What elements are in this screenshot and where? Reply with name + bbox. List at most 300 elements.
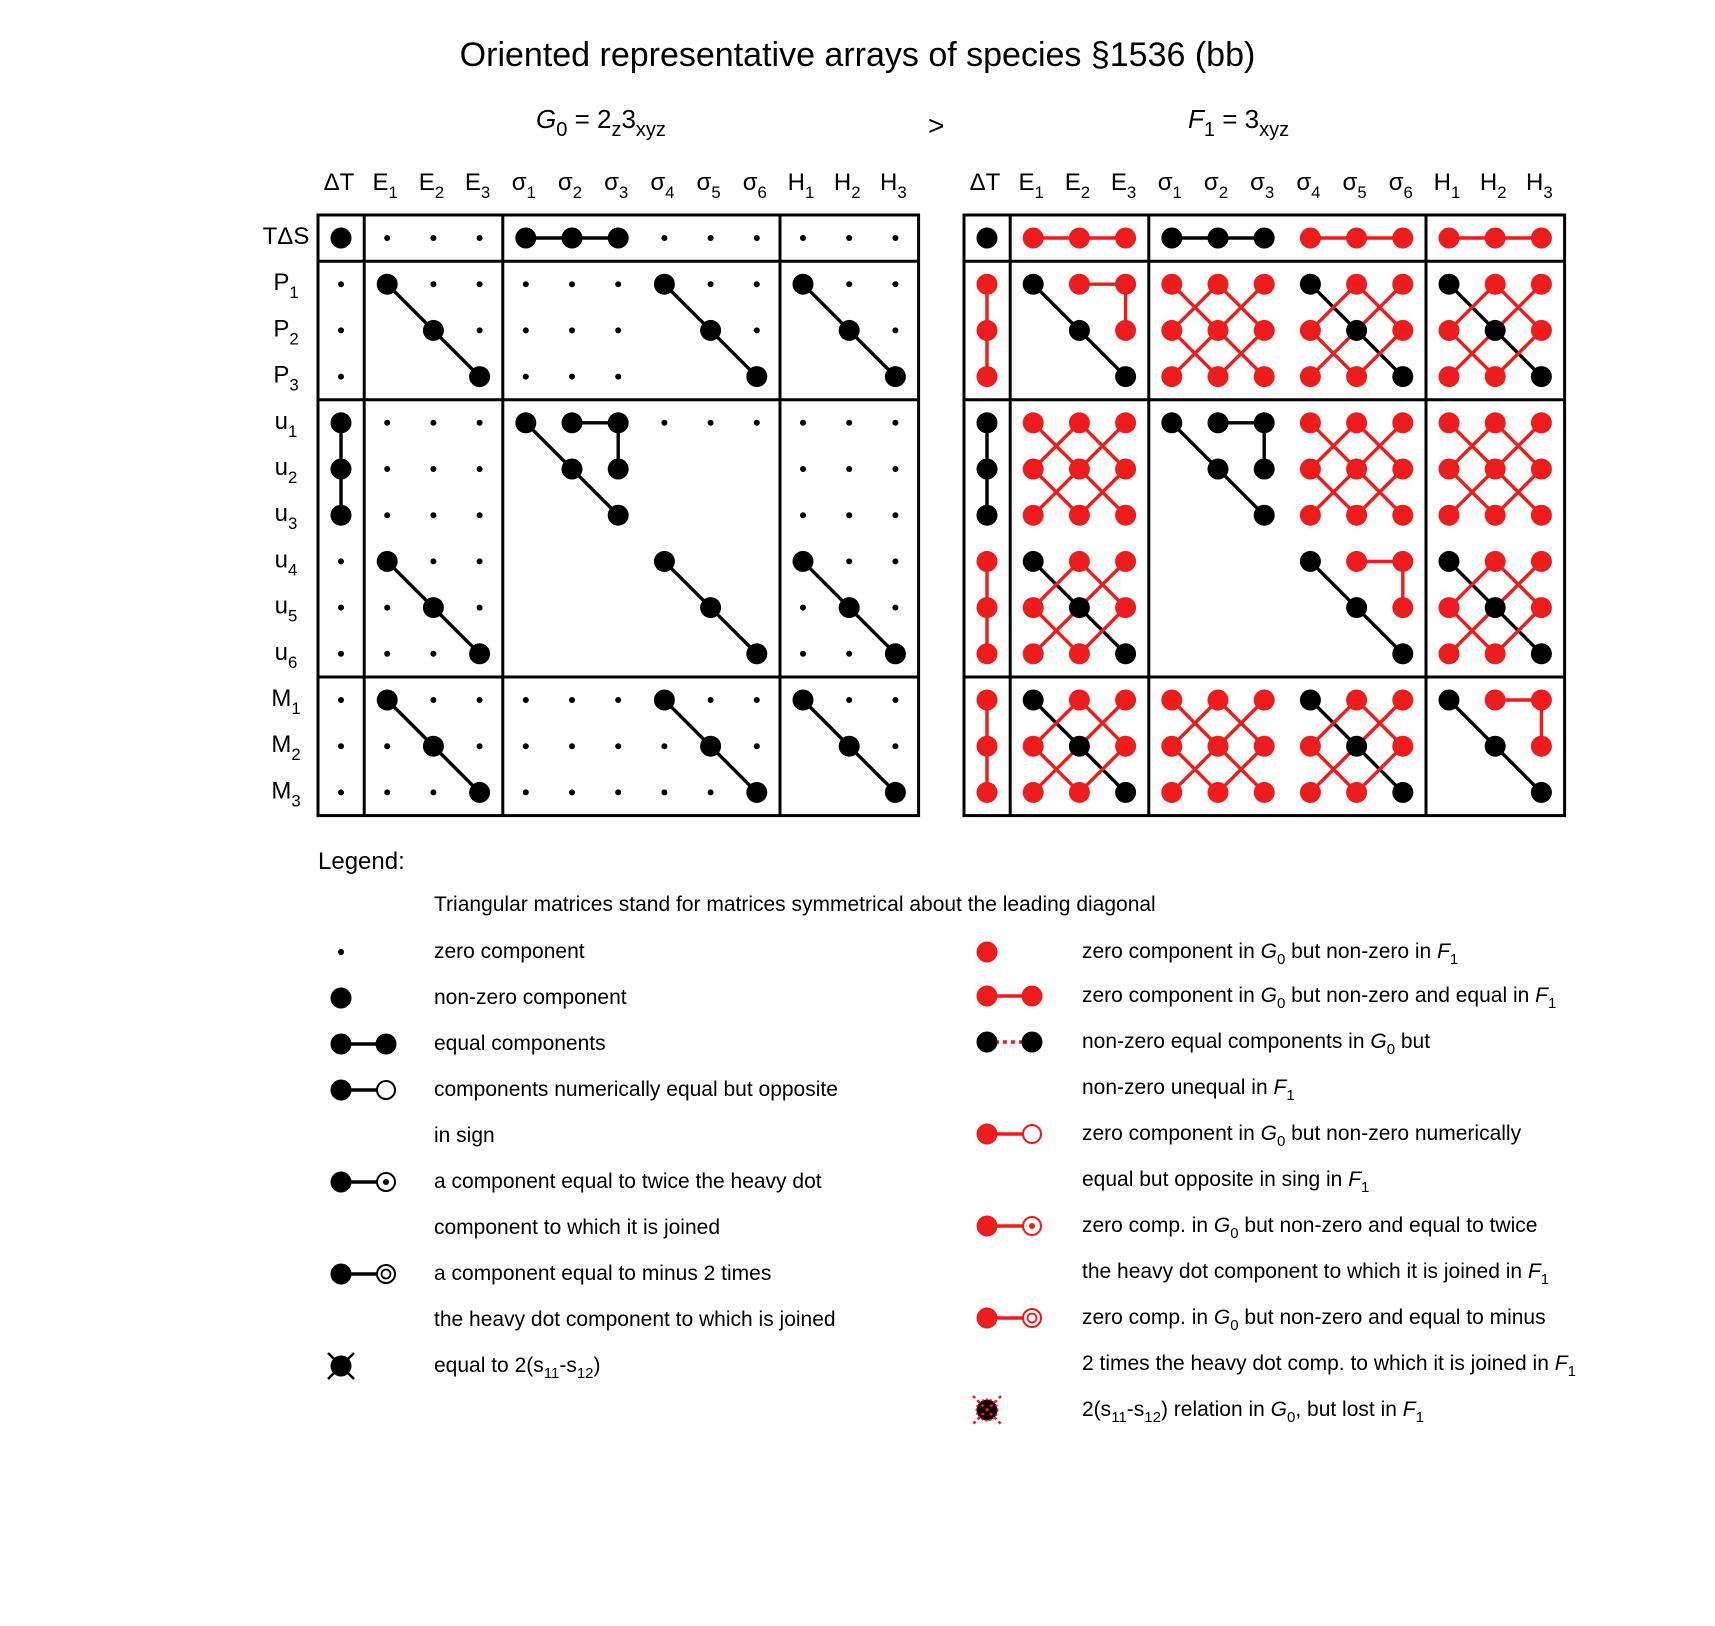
g0-nonzero-dot (377, 690, 398, 711)
g0-nonzero-dot (793, 690, 814, 711)
g0-zero-dot (800, 512, 806, 518)
g0-nonzero-dot (515, 228, 536, 249)
legend-dotted-a (977, 1032, 998, 1053)
g0-nonzero-dot (885, 643, 906, 664)
r6-a: 2(s (1082, 1398, 1112, 1421)
f1-red-dot (1485, 412, 1506, 433)
r6-gs: 0 (1287, 1409, 1296, 1426)
g0-nonzero-dot (331, 459, 352, 480)
legend-heading: Legend: (318, 848, 405, 875)
f1-red-dot (1208, 782, 1229, 803)
legend-twice-2: component to which it is joined (434, 1216, 720, 1239)
g0-nonzero-dot (700, 320, 721, 341)
f1-array (964, 215, 1565, 816)
g0-nonzero-dot (654, 690, 675, 711)
g0-zero-dot (569, 789, 575, 795)
r4-gs: 0 (1230, 1225, 1239, 1242)
col-label-left-2: $E_2$ (418, 169, 445, 202)
g0-zero-dot (523, 374, 529, 380)
legend-opposite-2: in sign (434, 1124, 495, 1147)
row-label-3: $P_3$ (273, 361, 299, 395)
f1-red-dot (977, 274, 998, 295)
g0-nonzero-dot (746, 782, 767, 803)
f1-nonzero-dot (1161, 228, 1182, 249)
g0-zero-dot (754, 697, 760, 703)
f1-red-dot (1346, 782, 1367, 803)
r3-gs: 0 (1276, 1133, 1286, 1150)
legend-red-twice-2 (1082, 1260, 1549, 1288)
f1-red-dot (1346, 228, 1367, 249)
f1-red-dot (1531, 320, 1552, 341)
col-label-left-3: $E_3$ (464, 169, 491, 202)
f1-red-dot (1300, 412, 1321, 433)
r5-fs: 1 (1567, 1363, 1576, 1380)
f1-red-dot (1485, 551, 1506, 572)
f1-nonzero-dot (1115, 782, 1136, 803)
col-label-right-9: $\sigma_6$ (1388, 169, 1413, 202)
f1-red-dot (1531, 505, 1552, 526)
g0-nonzero-dot (423, 320, 444, 341)
r0-g: G (1260, 940, 1277, 963)
legend-red-equal (1082, 984, 1556, 1012)
legend-small-dot-icon (338, 949, 344, 955)
r3-g: G (1260, 1122, 1277, 1145)
g0-zero-dot (615, 374, 621, 380)
f1-red-dot (1392, 274, 1413, 295)
f1-red-dot (1115, 459, 1136, 480)
f1-red-dot (1392, 459, 1413, 480)
g0-zero-dot (384, 743, 390, 749)
f1-red-dot (1254, 366, 1275, 387)
r2-a: non-zero equal components in (1082, 1030, 1371, 1053)
g0-zero-dot (477, 327, 483, 333)
r2-f: F (1273, 1076, 1287, 1099)
row-label-10: $M_1$ (271, 685, 301, 718)
r2-c: non-zero unequal in (1082, 1076, 1274, 1099)
legend-cross (434, 1354, 601, 1382)
g0-zero-dot (708, 789, 714, 795)
f1-red-dot (1439, 366, 1460, 387)
r4-g: G (1213, 1214, 1231, 1237)
relation-symbol: > (928, 110, 945, 141)
cross-t1: equal to 2(s (434, 1354, 544, 1377)
f1-red-dot (1485, 366, 1506, 387)
g0-zero-dot (615, 697, 621, 703)
col-label-right-7: $\sigma_4$ (1296, 169, 1321, 202)
g0-zero-dot (800, 420, 806, 426)
g0-zero-dot (338, 327, 344, 333)
r6-s2: 12 (1144, 1409, 1161, 1426)
g0-zero-dot (384, 605, 390, 611)
f1-nonzero-dot (1069, 320, 1090, 341)
legend-red-twice-dot (977, 1216, 998, 1237)
g0-nonzero-dot (608, 412, 629, 433)
r5-c: 2 times the heavy dot comp. to which it is joined in (1082, 1352, 1555, 1375)
f1-red-dot (977, 782, 998, 803)
col-label-right-4: $\sigma_1$ (1157, 169, 1182, 202)
f1-red-dot (1161, 690, 1182, 711)
f1-red-dot (1531, 597, 1552, 618)
g0-zero-dot (892, 558, 898, 564)
g0-nonzero-dot (746, 366, 767, 387)
g0-nonzero-dot (700, 597, 721, 618)
g0-nonzero-dot (608, 228, 629, 249)
f1-nonzero-dot (1300, 274, 1321, 295)
f1-symbol: F (1188, 104, 1204, 134)
f1-red-dot (1069, 551, 1090, 572)
legend-red-minus2 (1082, 1306, 1546, 1334)
r6-fs: 1 (1415, 1409, 1424, 1426)
g0-nonzero-dot (469, 782, 490, 803)
f1-red-dot (1208, 690, 1229, 711)
g0-zero-dot (800, 235, 806, 241)
g0-zero-dot (384, 512, 390, 518)
legend-m2-dot (331, 1264, 352, 1285)
g0-zero-dot (846, 651, 852, 657)
legend-nonzero: non-zero component (434, 986, 627, 1009)
g0-zero-dot (523, 327, 529, 333)
f1-red-dot (1115, 505, 1136, 526)
f1-nonzero-dot (1069, 736, 1090, 757)
f1-red-dot (1069, 274, 1090, 295)
f1-red-dot (1346, 459, 1367, 480)
f1-red-dot (1531, 690, 1552, 711)
legend-lost-cross (1082, 1398, 1424, 1426)
f1-red-dot (1300, 736, 1321, 757)
legend-opposite: components numerically equal but opposite (434, 1078, 838, 1101)
f1-red-dot (1531, 274, 1552, 295)
g0-zero-dot (384, 235, 390, 241)
f1-nonzero-dot (1531, 782, 1552, 803)
f1-red-dot (1485, 643, 1506, 664)
g0-nonzero-dot (469, 366, 490, 387)
g0-zero-dot (338, 558, 344, 564)
row-label-11: $M_2$ (271, 731, 301, 765)
col-label-left-11: $H_2$ (833, 169, 861, 202)
f1-red-dot (1069, 505, 1090, 526)
legend-red-opposite (1082, 1122, 1521, 1150)
g0-zero-dot (384, 466, 390, 472)
g0-zero-dot (384, 651, 390, 657)
r5-gs: 0 (1230, 1317, 1239, 1334)
g0-nonzero-dot (515, 412, 536, 433)
f1-red-dot (1531, 736, 1552, 757)
f1-nonzero-dot (1208, 412, 1229, 433)
f1-red-dot (1485, 505, 1506, 526)
col-label-left-9: $\sigma_6$ (742, 169, 767, 202)
g0-zero-dot (430, 558, 436, 564)
f1-red-dot (977, 736, 998, 757)
g0-zero-dot (846, 512, 852, 518)
f1-red-dot (1392, 690, 1413, 711)
f1-red-dot (1023, 597, 1044, 618)
f1-red-dot (1254, 320, 1275, 341)
g0-zero-dot (477, 512, 483, 518)
f1-red-dot (1439, 412, 1460, 433)
g0-nonzero-dot (469, 643, 490, 664)
legend-twice: a component equal to twice the heavy dot (434, 1170, 822, 1193)
r4-a: zero comp. in (1082, 1214, 1214, 1237)
f1-red-dot (1300, 228, 1321, 249)
g0-zero-dot (477, 558, 483, 564)
r6-g: G (1270, 1398, 1288, 1421)
col-label-right-8: $\sigma_5$ (1342, 169, 1367, 202)
f1-red-dot (1069, 412, 1090, 433)
f1-red-dot (1023, 505, 1044, 526)
f1-red-dot (1023, 736, 1044, 757)
row-label-7: $u_4$ (274, 546, 298, 580)
col-label-left-10: $H_1$ (787, 169, 815, 202)
col-label-right-3: $E_3$ (1110, 169, 1137, 202)
f1-red-dot (1208, 274, 1229, 295)
g0-zero-dot (430, 466, 436, 472)
f1-nonzero-dot (1485, 736, 1506, 757)
f1-nonzero-dot (1439, 690, 1460, 711)
g0-zero-dot (615, 281, 621, 287)
f1-red-dot (1346, 274, 1367, 295)
f1-nonzero-dot (1485, 597, 1506, 618)
f1-red-dot (1023, 412, 1044, 433)
f1-nonzero-dot (977, 505, 998, 526)
f1-red-dot (1439, 228, 1460, 249)
r1-g: G (1260, 984, 1277, 1007)
g0-zero-dot (615, 327, 621, 333)
g0-nonzero-dot (562, 412, 583, 433)
g0-zero-dot (430, 420, 436, 426)
r6-f: F (1402, 1398, 1416, 1421)
g0-zero-dot (477, 697, 483, 703)
g0-symbol: G (536, 104, 557, 134)
col-label-left-5: $\sigma_2$ (557, 169, 583, 202)
f1-red-dot (1439, 505, 1460, 526)
g0-nonzero-dot (423, 736, 444, 757)
f1-red-dot (977, 551, 998, 572)
g0-zero-dot (892, 605, 898, 611)
g0-zero-dot (523, 697, 529, 703)
r2-b: but (1395, 1030, 1431, 1053)
f1-red-dot (1300, 782, 1321, 803)
f1-red-dot (1346, 505, 1367, 526)
legend-equal: equal components (434, 1032, 606, 1055)
g0-zero-dot (430, 281, 436, 287)
f1-red-dot (1439, 459, 1460, 480)
f1-red-dot (1115, 551, 1136, 572)
f1-red-dot (1254, 690, 1275, 711)
row-label-9: $u_6$ (274, 638, 298, 672)
f1-nonzero-dot (1346, 320, 1367, 341)
legend-big-dot-icon (331, 988, 352, 1009)
r0-fs: 1 (1449, 951, 1459, 968)
f1-nonzero-dot (1531, 643, 1552, 664)
g0-zero-dot (708, 235, 714, 241)
f1-nonzero-dot (1161, 412, 1182, 433)
g0-sub2: z (611, 119, 622, 141)
r1-a: zero component in (1082, 984, 1261, 1007)
g0-sub: 0 (556, 119, 568, 141)
f1-red-dot (1115, 412, 1136, 433)
f1-red-dot (1208, 736, 1229, 757)
f1-red-dot (1254, 782, 1275, 803)
g0-zero-dot (430, 651, 436, 657)
f1-red-dot (1300, 320, 1321, 341)
f1-nonzero-dot (1439, 551, 1460, 572)
legend-red-dot (1082, 940, 1458, 968)
g0-zero-dot (523, 789, 529, 795)
g0-zero-dot (661, 743, 667, 749)
g0-zero-dot (892, 420, 898, 426)
col-label-right-1: $E_1$ (1018, 169, 1044, 202)
legend-red-opposite-2 (1082, 1168, 1369, 1196)
r0-f: F (1437, 940, 1450, 963)
f1-red-dot (1115, 228, 1136, 249)
cross-s1: 11 (543, 1365, 560, 1382)
f1-eq: = 3 (1215, 104, 1260, 134)
g0-nonzero-dot (793, 274, 814, 295)
f1-red-dot (1161, 782, 1182, 803)
r5-a: zero comp. in (1082, 1306, 1214, 1329)
col-label-left-0: ΔT (323, 169, 355, 196)
g0-zero-dot (615, 789, 621, 795)
row-label-5: $u_2$ (274, 454, 298, 487)
g0-zero-dot (892, 697, 898, 703)
g0-zero-dot (661, 420, 667, 426)
f1-red-dot (1161, 274, 1182, 295)
f1-red-dot (1254, 736, 1275, 757)
g0-zero-dot (892, 743, 898, 749)
f1-red-dot (1069, 690, 1090, 711)
f1-nonzero-dot (1023, 690, 1044, 711)
f1-nonzero-dot (1208, 459, 1229, 480)
g0-nonzero-dot (331, 412, 352, 433)
g0-zero-dot (477, 605, 483, 611)
f1-nonzero-dot (1300, 551, 1321, 572)
r0-gs: 0 (1276, 951, 1286, 968)
g0-zero-dot (338, 697, 344, 703)
col-label-left-6: $\sigma_3$ (604, 169, 629, 202)
g0-zero-dot (569, 281, 575, 287)
f1-red-dot (1346, 366, 1367, 387)
legend-red-eq-a (977, 986, 998, 1007)
f1-nonzero-dot (1254, 459, 1275, 480)
g0-nonzero-dot (377, 274, 398, 295)
f1-red-dot (1531, 459, 1552, 480)
g0-nonzero-dot (654, 551, 675, 572)
legend-twice-center (383, 1179, 389, 1185)
f1-red-dot (1069, 459, 1090, 480)
f1-nonzero-dot (1254, 505, 1275, 526)
g0-zero-dot (477, 420, 483, 426)
r0-a: zero component in (1082, 940, 1261, 963)
f1-red-dot (1069, 782, 1090, 803)
g0-zero-dot (384, 420, 390, 426)
f1-red-dot (977, 320, 998, 341)
f1-red-dot (1392, 228, 1413, 249)
cross-end: ) (593, 1354, 601, 1377)
r0-b: but non-zero in (1285, 940, 1438, 963)
f1-nonzero-dot (1392, 366, 1413, 387)
legend-red-m2-dot (977, 1308, 998, 1329)
cross-mid: -s (559, 1354, 577, 1377)
g0-zero-dot (708, 420, 714, 426)
f1-red-dot (1023, 228, 1044, 249)
g0-zero-dot (846, 558, 852, 564)
g0-zero-dot (708, 697, 714, 703)
g0-zero-dot (430, 235, 436, 241)
legend-minus2-2: the heavy dot component to which is joined (434, 1308, 836, 1331)
row-label-12: $M_3$ (271, 777, 301, 811)
f1-red-dot (1069, 643, 1090, 664)
r2-g: G (1370, 1030, 1387, 1053)
g0-array (318, 215, 919, 816)
col-label-left-1: $E_1$ (372, 169, 398, 202)
col-label-left-7: $\sigma_4$ (650, 169, 675, 202)
f1-nonzero-dot (1439, 274, 1460, 295)
f1-nonzero-dot (977, 459, 998, 480)
f1-red-dot (1392, 597, 1413, 618)
cross-s2: 12 (576, 1365, 594, 1382)
legend-zero: zero component (434, 940, 585, 963)
g0-nonzero-dot (839, 597, 860, 618)
g0-zero-dot (846, 420, 852, 426)
g0-zero-dot (569, 697, 575, 703)
col-label-right-6: $\sigma_3$ (1250, 169, 1275, 202)
f1-red-dot (1485, 459, 1506, 480)
col-label-left-4: $\sigma_1$ (511, 169, 536, 202)
f1-red-dot (1300, 505, 1321, 526)
legend-red-opp-dot (977, 1124, 998, 1145)
r3-fs: 1 (1361, 1179, 1370, 1196)
g0-nonzero-dot (331, 505, 352, 526)
f1-red-dot (1485, 690, 1506, 711)
g0-zero-dot (430, 512, 436, 518)
g0-nonzero-dot (608, 459, 629, 480)
f1-red-dot (1115, 274, 1136, 295)
r6-m: -s (1126, 1398, 1145, 1421)
f1-red-dot (1161, 320, 1182, 341)
legend-black-dotted-2 (1082, 1076, 1295, 1104)
r2-gs: 0 (1386, 1041, 1396, 1058)
f1-red-dot (1346, 690, 1367, 711)
f1-nonzero-dot (1346, 597, 1367, 618)
g0-zero-dot (569, 327, 575, 333)
f1-red-dot (1300, 459, 1321, 480)
row-label-0: TΔS (262, 223, 310, 250)
g0-zero-dot (754, 743, 760, 749)
g0-zero-dot (430, 697, 436, 703)
g0-zero-dot (338, 789, 344, 795)
legend-red-minus2-2 (1082, 1352, 1576, 1380)
legend-opp-open (377, 1081, 395, 1099)
f1-nonzero-dot (1023, 551, 1044, 572)
f1-red-dot (1300, 366, 1321, 387)
legend-red-twice-center (1029, 1223, 1035, 1229)
g0-zero-dot (892, 281, 898, 287)
r4-b: but non-zero and equal to twice (1238, 1214, 1538, 1237)
r3-b: but non-zero numerically (1285, 1122, 1522, 1145)
row-label-8: $u_5$ (274, 592, 298, 626)
g0-zero-dot (846, 697, 852, 703)
col-label-left-12: $H_3$ (880, 169, 907, 202)
g0-nonzero-dot (793, 551, 814, 572)
f1-red-dot (977, 366, 998, 387)
row-label-6: $u_3$ (274, 500, 298, 534)
f1-red-dot (1531, 551, 1552, 572)
legend-red-dot-icon (977, 942, 998, 963)
g0-zero-dot (800, 605, 806, 611)
r1-gs: 0 (1276, 995, 1286, 1012)
r3-c: equal but opposite in sing in (1082, 1168, 1349, 1191)
g0-nonzero-dot (562, 228, 583, 249)
